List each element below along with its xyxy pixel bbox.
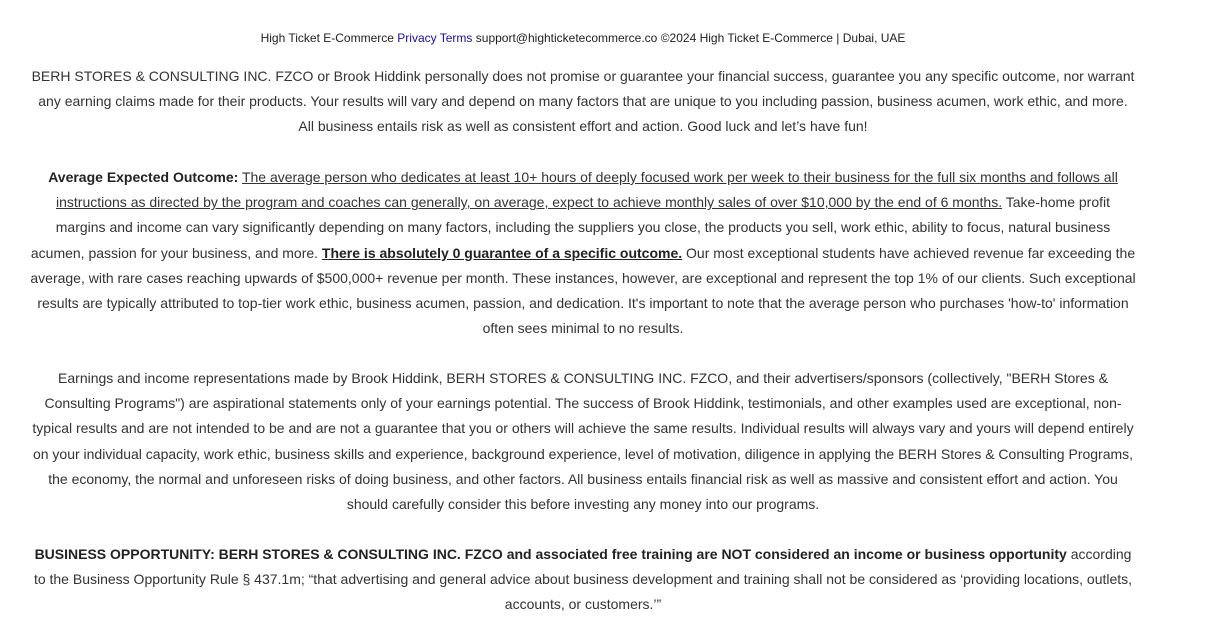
income-representations-text: Earnings and income representations made by Brook Hiddink, BERH STORES & CONSULTING INC. FZCO, and their advertisers/sponsors (collectively, "BERH Stores & Consulting Programs") are aspirational statements only of your earnings potential. The success of Brook Hiddink, testimonials, and other examples used are exceptional, non-typical results and are not intended to be and are not a guarantee that you or others will achieve the same results. Individual results will always vary and yours will depend entirely on your individual capacity, work ethic, business skills and experience, background experience, level of motivation, diligence in applying the BERH Stores & Consulting Programs, the economy, the normal and unforeseen risks of doing business, and other factors. All business entails financial risk as well as massive and consistent effort and action. You should carefully consider this before investing any money into our programs.	[32, 370, 1134, 513]
terms-link[interactable]: Terms	[439, 31, 473, 45]
income-representations-disclaimer	[30, 366, 1136, 517]
privacy-link[interactable]: Privacy	[397, 31, 437, 45]
business-opportunity-text: according to the Business Opportunity Rule § 437.1m; “that advertising and general advice about business development and training shall not be considered as ‘providing locations, outlets, accounts, or customers.’”	[33, 546, 1133, 613]
average-outcome-underlined: The average person who dedicates at least 10+ hours of deeply focused work per week to their business for the full six months and follows all instructions as directed by the program and coaches can generally, on average, expect to achieve monthly sales of over $10,000 by the end of 6 months.	[56, 169, 1118, 211]
average-outcome-text-a: Take-home profit margins and income can vary significantly depending on many factors, including the suppliers you close, the products you sell, work ethic, ability to focus, natural business acumen, passion for your business, and more.	[30, 194, 1111, 261]
business-opportunity-disclaimer	[30, 542, 1136, 618]
footer-bar	[0, 30, 1166, 46]
earnings-disclaimer	[30, 64, 1136, 140]
earnings-disclaimer-text: BERH STORES & CONSULTING INC. FZCO or Brook Hiddink personally does not promise or guarantee your financial success, guarantee you any specific outcome, nor warrant any earning claims made for their products. Your results will vary and depend on many factors that are unique to you including passion, business acumen, work ethic, and more. All business entails risk as well as consistent effort and action. Good luck and let’s have fun!	[31, 68, 1135, 135]
footer-copyright: ©2024 High Ticket E-Commerce | Dubai, UAE	[660, 31, 906, 45]
business-opportunity-label: BUSINESS OPPORTUNITY: BERH STORES & CONSULTING INC. FZCO and associated free training are NOT considered an income or business opportunity	[34, 546, 1067, 562]
average-outcome-label: Average Expected Outcome:	[48, 169, 239, 185]
footer-email: support@highticketecommerce.co	[475, 31, 658, 45]
average-outcome-disclaimer	[30, 165, 1136, 341]
average-outcome-text-b: Our most exceptional students have achieved revenue far exceeding the average, with rare cases reaching upwards of $500,000+ revenue per month. These instances, however, are exceptional and represent the top 1% of our clients. Such exceptional results are typically attributed to top-tier work ethic, business acumen, passion, and dedication. It's important to note that the average person who purchases 'how-to' information often sees minimal to no results.	[30, 244, 1136, 337]
footer-company: High Ticket E-Commerce	[260, 31, 394, 45]
no-guarantee-emphasis: There is absolutely 0 guarantee of a specific outcome.	[321, 244, 683, 261]
